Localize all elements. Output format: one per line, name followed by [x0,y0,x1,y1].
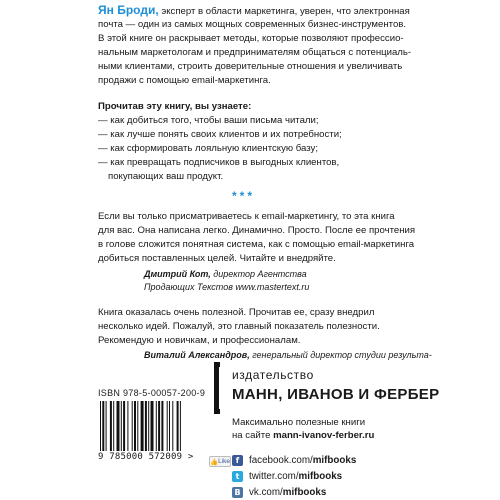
barcode-digits: 9 785000 572009 > [98,452,194,462]
intro-line-2: почта — один из самых мощных современных бизнес-инструментов. [98,19,407,30]
like-button[interactable]: 👍 Like [209,458,231,466]
intro-line-1: Ян Броди, эксперт в области маркетинга, уверен, что электронная [98,3,410,17]
intro-line-6: продажи с помощью email-маркетинга. [98,75,271,86]
publisher-site-link[interactable]: mann-ivanov-ferber.ru [273,430,375,441]
quote1-line: для вас. Она написана легко. Динамично. Просто. После ее прочтения [98,225,416,236]
quote2-line: несколько идей. Пожалуй, это главный показатель полезности. [98,321,380,332]
learn-item: — как превращать подписчиков в выгодных клиентов, [98,157,340,168]
quote1-signature-line2: Продающих Текстов www.mastertext.ru [144,282,310,292]
quote1-line: Если вы только присматриваетесь к email-маркетингу, то эта книга [98,211,395,222]
publisher-bracket-icon [214,362,220,414]
quote1-line: в голове сложится понятная система, как с помощью email-маркетинга [98,239,415,250]
quote2-signature: Виталий Александров, генеральный директор студии результа- [144,350,432,360]
learn-item-cont: покупающих ваш продукт. [108,171,224,182]
learn-item: — как сформировать лояльную клиентскую базу; [98,143,319,154]
intro-line-4: нальным маркетологам и предпринимателям общаться с потенциаль- [98,47,412,58]
thumb-up-icon: 👍 [209,458,219,466]
isbn-label: ISBN 978-5-00057-200-9 [98,388,206,398]
quote2-line: Рекомендую и новичкам, и профессионалам. [98,335,301,346]
quote1-signature: Дмитрий Кот, директор Агентства [144,269,307,279]
twitter-link[interactable]: t twitter.com/ mifbooks [232,471,342,482]
intro-line-3: В этой книге он раскрывает методы, которые позволяют профессио- [98,33,404,44]
publisher-label: издательство [232,368,314,382]
author-name: Ян Броди, [98,3,159,17]
vk-icon: B [232,487,243,498]
facebook-link[interactable]: f facebook.com/ mifbooks [232,455,356,466]
quote1-line: добиться поставленных целей. Читайте и внедряйте. [98,253,336,264]
barcode-icon [98,401,202,451]
quote2-line: Книга оказалась очень полезной. Прочитав ее, сразу внедрил [98,307,375,318]
learn-item: — как лучше понять своих клиентов и их потребности; [98,129,342,140]
learn-heading: Прочитав эту книгу, вы узнаете: [98,101,252,112]
stars-separator: *** [232,189,256,203]
vk-link[interactable]: B vk.com/ mifbooks [232,487,326,498]
intro-line-5: ными клиентами, строить доверительные отношения и увеличивать [98,61,403,72]
learn-item: — как добиться того, чтобы ваши письма читали; [98,115,319,126]
publisher-site: на сайте mann-ivanov-ferber.ru [232,430,375,441]
publisher-name: МАНН, ИВАНОВ И ФЕРБЕР [232,386,440,403]
facebook-icon: f [232,455,243,466]
publisher-tagline: Максимально полезные книги [232,417,366,428]
twitter-icon: t [232,471,243,482]
